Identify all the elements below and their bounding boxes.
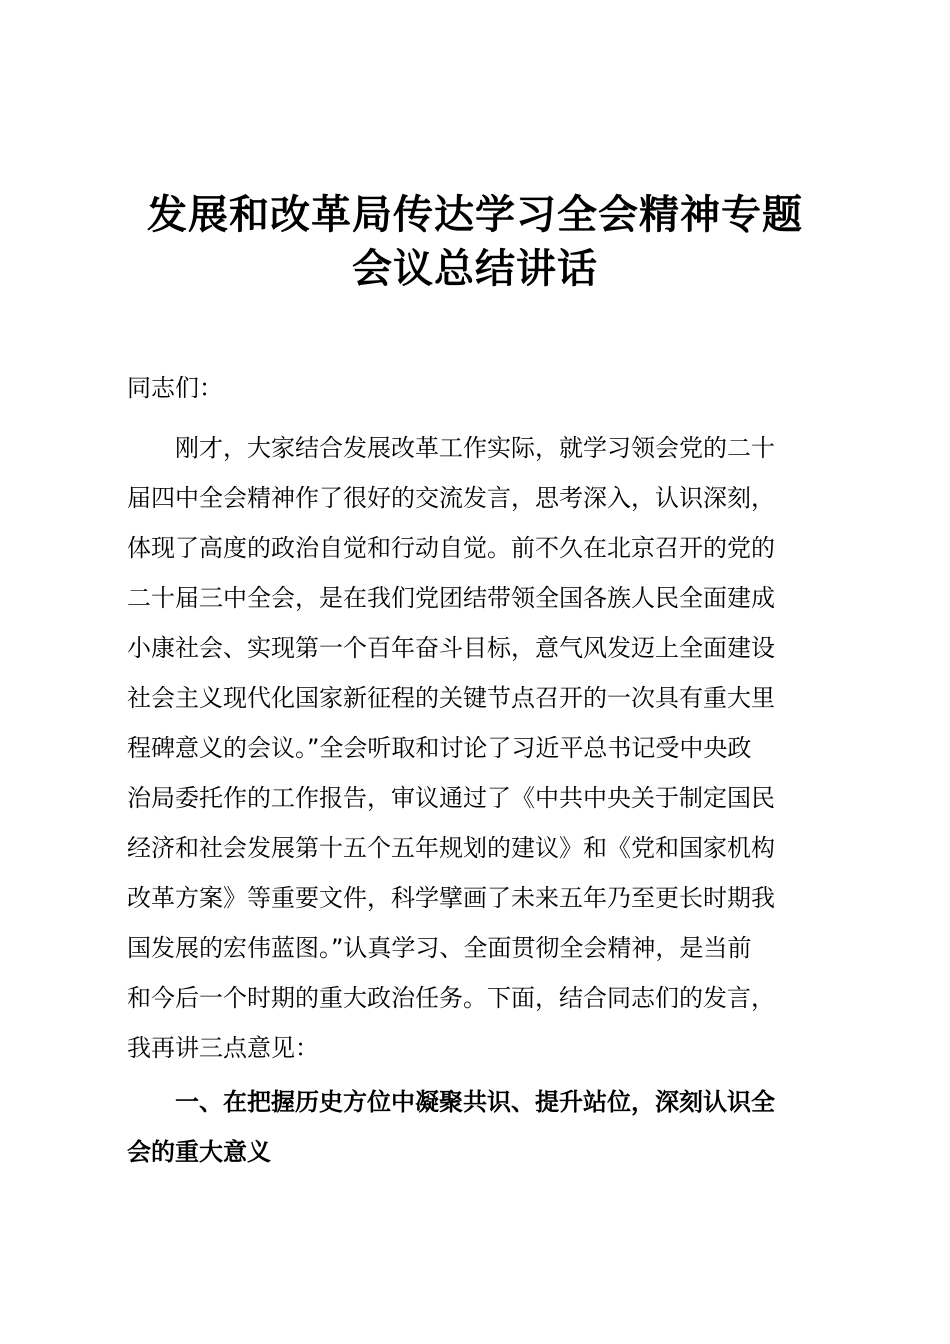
paragraph-line: 刚才，大家结合发展改革工作实际，就学习领会党的二十	[127, 434, 775, 462]
heading-line: 会的重大意义	[127, 1138, 271, 1166]
paragraph-line: 小康社会、实现第一个百年奋斗目标，意气风发迈上全面建设	[127, 634, 775, 662]
paragraph-line: 届四中全会精神作了很好的交流发言，思考深入，认识深刻，	[127, 484, 775, 512]
paragraph-line: 国发展的宏伟蓝图。”认真学习、全面贯彻全会精神，是当前	[127, 934, 752, 962]
salutation: 同志们：	[127, 374, 223, 402]
heading-line: 一、在把握历史方位中凝聚共识、提升站位，深刻认识全	[127, 1088, 775, 1116]
section-heading-1	[127, 1077, 821, 1177]
paragraph-line: 二十届三中全会，是在我们党团结带领全国各族人民全面建成	[127, 584, 775, 612]
paragraph-1	[127, 423, 821, 1073]
title-line-1: 发展和改革局传达学习全会精神专题	[147, 192, 803, 238]
paragraph-line: 经济和社会发展第十五个五年规划的建议》和《党和国家机构	[127, 834, 775, 862]
paragraph-line: 和今后一个时期的重大政治任务。下面，结合同志们的发言，	[127, 984, 775, 1012]
paragraph-line: 社会主义现代化国家新征程的关键节点召开的一次具有重大里	[127, 684, 775, 712]
title-line-2: 会议总结讲话	[352, 246, 598, 292]
paragraph-line: 体现了高度的政治自觉和行动自觉。前不久在北京召开的党的	[127, 534, 775, 562]
document-title	[100, 188, 850, 296]
paragraph-line: 治局委托作的工作报告，审议通过了《中共中央关于制定国民	[127, 784, 775, 812]
paragraph-line: 程碑意义的会议。”全会听取和讨论了习近平总书记受中央政	[127, 734, 752, 762]
paragraph-line: 我再讲三点意见：	[127, 1034, 319, 1062]
paragraph-line: 改革方案》等重要文件，科学擘画了未来五年乃至更长时期我	[127, 884, 775, 912]
